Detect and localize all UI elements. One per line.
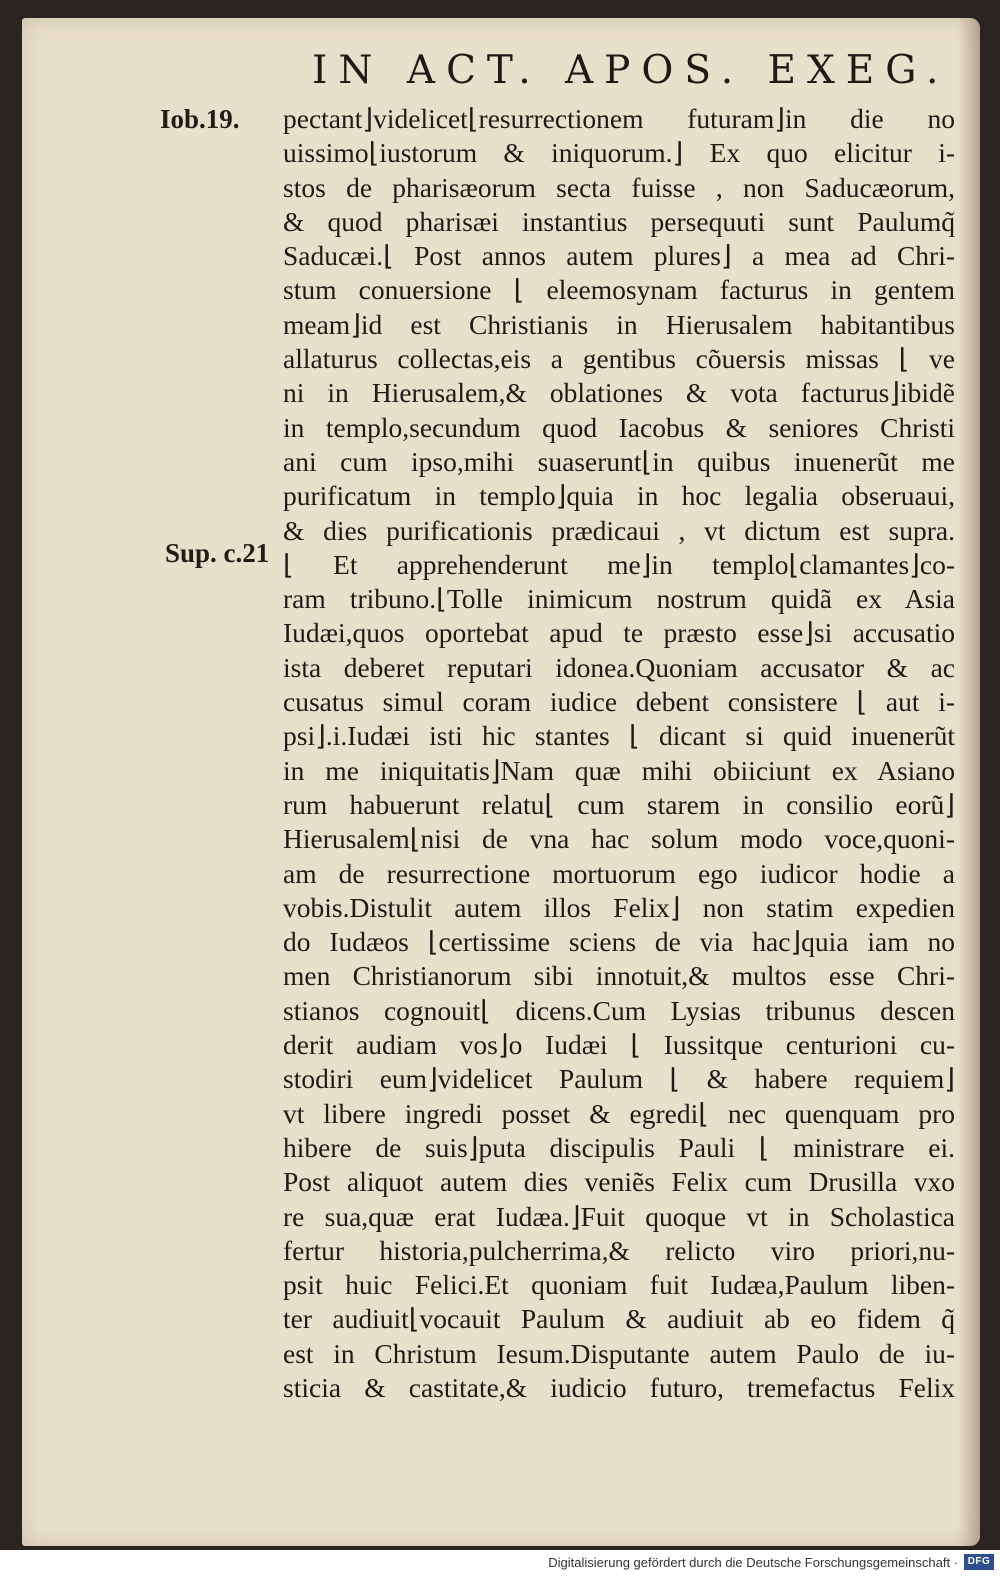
running-head: IN ACT. APOS. EXEG. [312, 48, 950, 93]
text-line: est in Christum Iesum.Disputante autem Paulo de iu- [283, 1337, 955, 1369]
text-line: ram tribuno.⌊Tolle inimicum nostrum quidã ex Asia [283, 583, 955, 615]
text-line: ni in Hierusalem,& oblationes & vota facturus⌋ibidẽ [283, 377, 955, 409]
text-line: derit audiam vos⌋o Iudæi ⌊ Iussitque centurioni cu- [283, 1029, 955, 1061]
text-line: ter audiuit⌊vocauit Paulum & audiuit ab eo fidem q̃ [283, 1303, 955, 1335]
text-line: allaturus collectas,eis a gentibus cõuersis missas ⌊ ve [283, 343, 955, 375]
text-line: psi⌋.i.Iudæi isti hic stantes ⌊ dicant si quid inuenerũt [283, 720, 955, 752]
text-line: stianos cognouit⌊ dicens.Cum Lysias tribunus descen [283, 994, 955, 1026]
text-line: in templo,secundum quod Iacobus & seniores Christi [283, 411, 955, 443]
text-line: in me iniquitatis⌋Nam quæ mihi obiiciunt ex Asiano [283, 754, 955, 786]
text-line: rum habuerunt relatu⌊ cum starem in consilio eorũ⌋ [283, 788, 955, 820]
text-line: men Christianorum sibi innotuit,& multos esse Chri- [283, 960, 955, 992]
text-line: & quod pharisæi instantius persequuti sunt Paulumq̃ [283, 205, 955, 237]
text-line: Iudæi,quos oportebat apud te præsto esse⌋si accusatio [283, 617, 955, 649]
body-text [283, 102, 955, 1405]
text-line: hibere de suis⌋puta discipulis Pauli ⌊ ministrare ei. [283, 1131, 955, 1163]
text-line: am de resurrectione mortuorum ego iudicor hodie a [283, 857, 955, 889]
text-line: stos de pharisæorum secta fuisse , non Saducæorum, [283, 171, 955, 203]
text-line: Hierusalem⌊nisi de vna hac solum modo voce,quoni- [283, 823, 955, 855]
text-line: ani cum ipso,mihi suaserunt⌊in quibus inuenerũt me [283, 445, 955, 477]
text-line: ista deberet reputari idonea.Quoniam accusator & ac [283, 651, 955, 683]
text-line: pectant⌋videlicet⌊resurrectionem futuram⌋in die no [283, 103, 955, 134]
text-line: ⌊ Et apprehenderunt me⌋in templo⌊clamantes⌋co- [283, 548, 955, 580]
page-edge-shadow [958, 18, 980, 1546]
text-line: stodiri eum⌋videlicet Paulum ⌊ & habere requiem⌋ [283, 1063, 955, 1095]
text-line: vt libere ingredi posset & egredi⌊ nec quenquam pro [283, 1097, 955, 1129]
dfg-logo: DFG [964, 1554, 994, 1570]
text-line: cusatus simul coram iudice debent consistere ⌊ aut i- [283, 686, 955, 718]
marginal-note-supra: Sup. c.21 [165, 538, 270, 568]
text-line: uissimo⌊iustorum & iniquorum.⌋ Ex quo elicitur i- [283, 137, 955, 169]
text-line: meam⌋id est Christianis in Hierusalem habitantibus [283, 308, 955, 340]
text-line: do Iudæos ⌊certissime sciens de via hac⌋quia iam no [283, 926, 955, 958]
text-line: vobis.Distulit autem illos Felix⌋ non statim expedien [283, 891, 955, 923]
text-line: sticia & castitate,& iudicio futuro, tremefactus Felix [283, 1371, 955, 1403]
funding-notice: Digitalisierung gefördert durch die Deutsche Forschungsgemeinschaft · [548, 1555, 958, 1570]
text-line: psit huic Felici.Et quoniam fuit Iudæa,Paulum liben- [283, 1269, 955, 1301]
text-line: & dies purificationis prædicaui , vt dictum est supra. [283, 514, 955, 546]
text-line: Saducæi.⌊ Post annos autem plures⌋ a mea ad Chri- [283, 240, 955, 272]
text-line: fertur historia,pulcherrima,& relicto viro priori,nu- [283, 1234, 955, 1266]
text-line: purificatum in templo⌋quia in hoc legalia obseruaui, [283, 480, 955, 512]
text-line: re sua,quæ erat Iudæa.⌋Fuit quoque vt in Scholastica [283, 1200, 955, 1232]
text-line: stum conuersione ⌊ eleemosynam facturus in gentem [283, 274, 955, 306]
text-line: Post aliquot autem dies veniẽs Felix cum Drusilla vxo [283, 1166, 955, 1198]
marginal-note-job: Iob.19. [160, 104, 240, 134]
